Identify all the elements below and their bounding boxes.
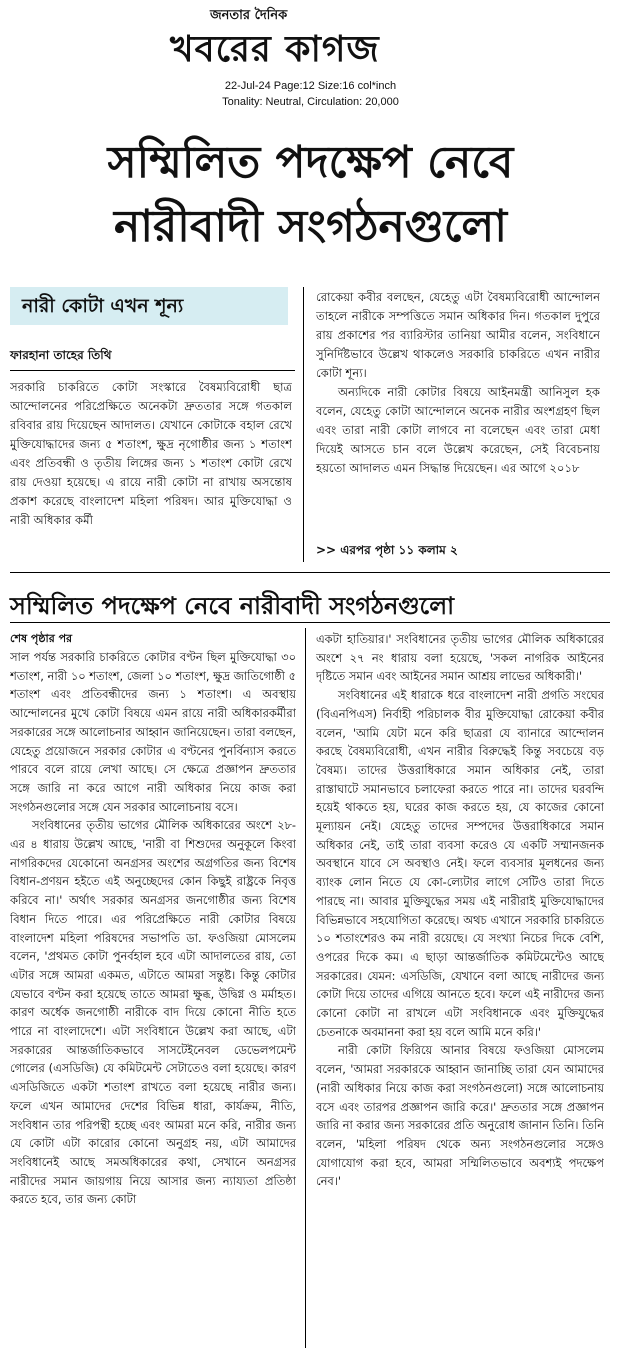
shoulder-text: নারী কোটা এখন শূন্য	[22, 295, 184, 317]
masthead-logo: খবরের কাগজ	[170, 29, 380, 70]
jump-line: >> এরপর পৃষ্ঠা ১১ কলাম ২	[316, 543, 458, 557]
byline-rule	[10, 370, 295, 371]
headline-line2: নারীবাদী সংগঠনগুলো	[114, 201, 507, 252]
continued-label: শেষ পৃষ্ঠার পর	[10, 632, 73, 645]
paragraph: সংবিধানের এই ধারাকে ধরে বাংলাদেশ নারী প্রগতি সংঘের (বিএনপিএস) নির্বাহী পরিচালক বীর মুক্তিযোদ্ধা রোকেয়া কবীর বলেন, 'আমি যেটা মনে করি ছাত্ররা যে ব্যানারে আন্দোলন করছে বৈষম্যবিরোধী, এখন নারীর বিরুদ্ধেই কিন্তু সবচেয়ে বড় বৈষম্য। তাদের উত্তরাধিকারে সমান অধিকার নেই, তারা রাস্তাঘাটে সমানভাবে চলাফেরা করতে পারে না। তাদের ঘরবন্দি হয়েই থাকতে হয়, ঘরের কাজ করতে হয়, যে কাজের কোনো মূল্যায়ন নেই। যেহেতু তাদের সম্পদের উত্তরাধিকারে সমান অধিকার নেই, তাই তারা ব্যবসা করেও যে একটি সম্মানজনক অবস্থানে যাবে সে অবস্থাও নেই। ফলে ব্যবসার মূলধনের জন্য ব্যাংক লোন নিতে যে কো-ল্যেটার লাগে সেটিও তারা দিতে পারছে না। আবার মুক্তিযুদ্ধের সময় এই নারীরাই মুক্তিযোদ্ধাদের বিভিন্নভাবে সহযোগিতা করেছে। অথচ এখানে সরকারি চাকরিতে ১০ শতাংশেরও কম নারী রয়েছে। যে সংখ্যা নিচের দিকে বেশি, ওপরের দিকে কম। এ ছাড়া আন্তর্জাতিক কমিটমেন্টেও আছে সরকারের। যেমন: এসডিজি, যেখানে বলা আছে নারীদের জন্য কোটা দিয়ে তাদের এগিয়ে আনতে হবে। ফলে এই নারীদের জন্য কোনো কোটা না রাখলে এটা সংবিধানকে এবং মুক্তিযুদ্ধের চেতনাকে অবমাননা করা হয় বলে আমি মনে করি।'	[316, 688, 604, 1039]
masthead-tagline: জনতার দৈনিক	[210, 8, 288, 23]
paragraph: সংবিধানের তৃতীয় ভাগের মৌলিক অধিকারের অংশে ২৮-এর ৪ ধারায় উল্লেখ আছে, 'নারী বা শিশুদের অনুকূলে কিংবা নাগরিকদের যেকোনো অনগ্রসর অংশের অগ্রগতির জন্য বিশেষ বিধান-প্রণয়ন হইতে এই অনুচ্ছেদের কোন কিছুই রাষ্ট্রকে নিবৃত্ত করিবে না।' অর্থাৎ সরকার অনগ্রসর জনগোষ্ঠীর জন্য বিশেষ বিধান দিতে পারে। এর পরিপ্রেক্ষিতে নারী কোটার বিষয়ে বাংলাদেশ মহিলা পরিষদের সভাপতি ডা. ফওজিয়া মোসলেম বলেন, 'প্রথমত কোটা পুনর্বহাল হবে এটা আদালতের রায়, তো এটার সঙ্গে আমরা একমত, এটাতে আমরা সন্তুষ্ট। কিন্তু কোটার যেভাবে বণ্টন করা হয়েছে তাতে আমরা ক্ষুব্ধ, উদ্বিগ্ন ও মর্মাহত। কারণ অর্ধেক জনগোষ্ঠী নারীকে বাদ দিয়ে কোনো নীতি হতে পারে না বাংলাদেশে। এটা সংবিধানে উল্লেখ করা আছে, এটা সরকারের আন্তর্জাতিকভাবে সাসটেইনেবল ডেভেলপমেন্ট গোলের (এসডিজি) যে কমিটমেন্ট সেটাতেও বলা হয়েছে। কারণ এসডিজিতে একটা শতাংশ রাখতে বলা হয়েছে নারীর জন্য। ফলে এখন আমাদের দেশের বিভিন্ন ধারা, কার্যক্রম, নীতি, সংবিধান তার পরিপন্থী হচ্ছে এবং আমরা মনে করি, নারীর জন্য যে কোটা এটা কারোর কোনো অনুগ্রহ নয়, এটা আমাদের সংবিধানেই আছে সমঅধিকারের কথা, সেখানে অনগ্রসর নারীদের সমান জায়গায় নিয়ে আসার জন্য ন্যায্যতা প্রতিষ্ঠা করতে হবে, তার জন্য কোটা	[10, 818, 296, 1207]
clip-meta-line1: 22-Jul-24 Page:12 Size:16 col*inch	[224, 80, 397, 92]
continuation-headline: সম্মিলিত পদক্ষেপ নেবে নারীবাদী সংগঠনগুলো	[10, 592, 455, 620]
column-divider-top	[303, 287, 304, 562]
headline-line1: সম্মিলিত পদক্ষেপ নেবে	[107, 137, 514, 188]
continuation-column-right	[316, 630, 604, 1348]
continuation-headline-rule	[10, 622, 610, 623]
column-divider-bottom	[305, 628, 306, 1348]
shoulder-banner	[10, 287, 288, 325]
lead-column-left	[10, 378, 292, 558]
paragraph: একটা হাতিয়ার।' সংবিধানের তৃতীয় ভাগের মৌলিক অধিকারের অংশে ২৭ নং ধারায় বলা হয়েছে, 'সকল নাগরিক আইনের দৃষ্টিতে সমান এবং আইনের সমান আশ্রয় লাভের অধিকারী।'	[316, 632, 604, 684]
paragraph: রোকেয়া কবীর বলছেন, যেহেতু এটা বৈষম্যবিরোধী আন্দোলন তাহলে নারীকে সম্পত্তিতে সমান অধিকার দিন। গতকাল দুপুরে রায় প্রকাশের পর ব্যারিস্টার তানিয়া আমীর বলেন, সংবিধানে সুনির্দিষ্টভাবে উল্লেখ থাকলেও সরকারি চাকরিতে এখন নারীর কোটা শূন্য।	[316, 290, 600, 380]
continuation-column-left	[10, 648, 296, 1348]
paragraph: নারী কোটা ফিরিয়ে আনার বিষয়ে ফওজিয়া মোসলেম বলেন, 'আমরা সরকারকে আহ্বান জানাচ্ছি তারা যেন আমাদের (নারী অধিকার নিয়ে কাজ করা সংগঠনগুলো) সঙ্গে আলোচনায় বসে এবং তারপর প্রজ্ঞাপন জারি করে।' দ্রুততার সঙ্গে প্রজ্ঞাপন জারি না করার জন্য সরকারের প্রতি অনুরোধ জানান তিনি। তিনি বলেন, 'মহিলা পরিষদ থেকে অন্য সংগঠনগুলোর সঙ্গেও যোগাযোগ করা হবে, আমরা সম্মিলিতভাবে অবশ্যই পদক্ষেপ নেব।'	[316, 1043, 604, 1189]
section-separator	[10, 572, 610, 573]
lead-column-right	[316, 288, 600, 528]
paragraph: সাল পর্যন্ত সরকারি চাকরিতে কোটার বণ্টন ছিল মুক্তিযোদ্ধা ৩০ শতাংশ, নারী ১০ শতাংশ, জেলা ১০ শতাংশ, ক্ষুদ্র জাতিগোষ্ঠী ৫ শতাংশ এবং প্রতিবন্ধীদের জন্য ১ শতাংশ। এ অবস্থায় আন্দোলনের মুখে কোটা বিষয়ে এমন রায়ে নারী অধিকারকর্মীরা সরকারের সঙ্গে আলোচনার আহ্বান জানিয়েছেন। তারা বলছেন, যেহেতু প্রয়োজনে সরকার কোটার এ বণ্টনের পুনর্বিন্যাস করতে পারবে বলে রায়ে লেখা আছে। সে ক্ষেত্রে প্রজ্ঞাপন দ্রুততার সঙ্গে জারি না করে আগে নারী অধিকার নিয়ে কাজ করা সংগঠনগুলোর সঙ্গে যেন সরকার আলোচনায় বসে।	[10, 650, 296, 814]
byline: ফারহানা তাহের তিথি	[10, 348, 112, 362]
clip-meta-line2: Tonality: Neutral, Circulation: 20,000	[222, 96, 399, 108]
paragraph: সরকারি চাকরিতে কোটা সংস্কারে বৈষম্যবিরোধী ছাত্র আন্দোলনের পরিপ্রেক্ষিতে অনেকটা দ্রুততার সঙ্গে গতকাল রবিবার রায় দিয়েছেন আদালত। যেখানে কোটাকে বহাল রেখে মুক্তিযোদ্ধাদের জন্য ৫ শতাংশ, ক্ষুদ্র নৃগোষ্ঠীর জন্য ১ শতাংশ এবং প্রতিবন্ধী ও তৃতীয় লিঙ্গের জন্য ১ শতাংশ কোটা রেখে রায় দেওয়া হয়েছে। এ রায়ে নারী কোটা না রাখায় অসন্তোষ প্রকাশ করেছে বাংলাদেশ মহিলা পরিষদ। আর মুক্তিযোদ্ধা ও নারী অধিকার কর্মী	[10, 380, 292, 527]
paragraph: অন্যদিকে নারী কোটার বিষয়ে আইনমন্ত্রী আনিসুল হক বলেন, যেহেতু কোটা আন্দোলনে অনেক নারীর অংশগ্রহণ ছিল এবং তারা নারী কোটা লাগবে না বলেছেন এবং তারা মেধা দিয়েই আসতে চান বলে উল্লেখ করেছেন, সেই বিবেচনায় হয়তো আদালত এমন সিদ্ধান্ত দিয়েছেন। এর আগে ২০১৮	[316, 385, 600, 475]
